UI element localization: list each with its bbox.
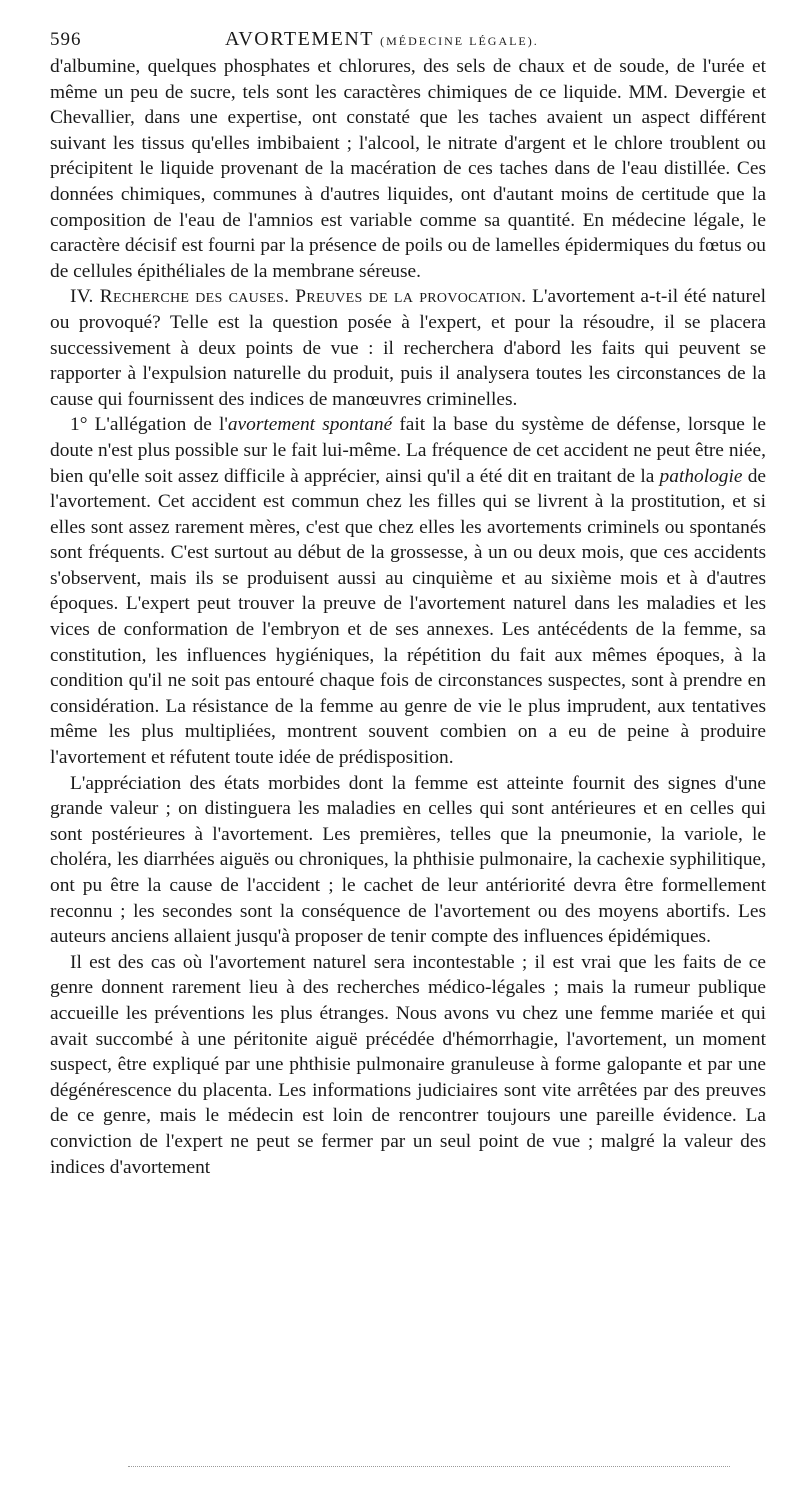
running-title-sub: (MÉDECINE LÉGALE). xyxy=(380,34,539,48)
paragraph-morbid-states xyxy=(50,771,766,950)
paragraph-section-iv xyxy=(50,284,766,412)
running-title-main: AVORTEMENT xyxy=(225,28,374,50)
section-heading: IV. Recherche des causes. Preuves de la provocation. xyxy=(70,286,527,308)
emphasis-term: avortement spontané xyxy=(227,414,393,436)
paragraph-text: de l'avortement. Cet accident est commun chez les filles qui se livrent à la prostitution, et si elles sont assez rarement mères, c'est que chez elles les avortements criminels ou spontanés sont fréquents. C'est surtout au début de la grossesse, à un ou deux mois, que ces accidents s'observent, mais ils se produisent aussi au cinquième et au sixième mois et à d'autres époques. L'expert peut trouver la preuve de l'avortement naturel dans les maladies et les vices de conformation de l'embryon et de ses annexes. Les antécédents de la femme, sa constitution, les influences hygiéniques, la répétition du fait aux mêmes époques, à la condition qu'il ne soit pas entouré chaque fois de circonstances suspectes, sont à prendre en considération. La résistance de la femme au genre de vie le plus imprudent, aux tentatives même les plus multipliées, montrent souvent combien on a eu de peine à produire l'avortement et réfutent toute idée de prédisposition. xyxy=(50,465,766,769)
running-title xyxy=(225,28,539,51)
paragraph-text: Il est des cas où l'avortement naturel sera incontestable ; il est vrai que les faits de ce genre donnent rarement lieu à des recherches médico-légales ; mais la rumeur publique accueille les préventions les plus étranges. Nous avons vu chez une femme mariée et qui avait succombé à une péritonite aiguë précédée d'hémorrhagie, l'avortement, un moment suspect, être expliqué par une phthisie pulmonaire granuleuse à forme galopante et par une dégénérescence du placenta. Les informations judiciaires sont vite arrêtées par des preuves de ce genre, mais le médecin est loin de rencontrer toujours une pareille évidence. La conviction de l'expert ne peut se fermer par un seul point de vue ; malgré la valeur des indices d'avortement xyxy=(50,951,766,1178)
body-text xyxy=(50,54,766,1180)
paragraph-text: d'albumine, quelques phosphates et chlorures, des sels de chaux et de soude, de l'urée et même un peu de sucre, tels sont les caractères chimiques de ce liquide. MM. Devergie et Chevallier, dans une expertise, ont constaté que les taches avaient un aspect différent suivant les tissus qu'elles imbibaient ; l'alcool, le nitrate d'argent et le chlore troublent ou précipitent le liquide provenant de la macération de ces taches dans de l'eau distillée. Ces données chimiques, communes à d'autres liquides, ont d'autant moins de certitude que la composition de l'eau de l'amnios est variable comme sa quantité. En médecine légale, le caractère décisif est fourni par la présence de poils ou de lamelles épidermiques du fœtus ou de cellules épithéliales de la membrane séreuse. xyxy=(50,56,766,282)
emphasis-term: pathologie xyxy=(659,465,743,487)
paragraph-text: fait la base du système de défense, lorsque le doute n'est plus possible sur le fait lui-même. La fréquence de cet accident ne peut être niée, bien qu'elle soit assez difficile à apprécier, ainsi qu'il a été dit en traitant de la xyxy=(50,414,767,487)
paragraph-text: 1° L'allégation de l' xyxy=(70,414,228,436)
paragraph-continuation xyxy=(50,54,766,284)
bottom-rule xyxy=(128,1466,730,1467)
paragraph-text: L'appréciation des états morbides dont la femme est atteinte fournit des signes d'une grande valeur ; on distinguera les maladies en celles qui sont antérieures et en celles qui sont postérieures à l'avortement. Les premières, telles que la pneumonie, la variole, le choléra, les diarrhées aiguës ou chroniques, la phthisie pulmonaire, la cachexie syphilitique, ont pu être la cause de l'accident ; le cachet de leur antériorité devra être formellement reconnu ; les secondes sont la conséquence de l'avortement ou des moyens abortifs. Les auteurs anciens allaient jusqu'à proposer de tenir compte des influences épidémiques. xyxy=(50,772,766,948)
running-head xyxy=(50,28,766,54)
paragraph-text: L'avortement a-t-il été naturel ou provoqué? Telle est la question posée à l'expert, et pour la résoudre, il se placera successivement à deux points de vue : il recherchera d'abord les faits qui peuvent se rapporter à l'expulsion naturelle du produit, puis il analysera toutes les circonstances de la cause qui fournissent des indices de manœuvres criminelles. xyxy=(50,286,766,410)
paragraph-natural-cases xyxy=(50,950,766,1180)
page-number: 596 xyxy=(50,29,82,50)
paragraph-spontaneous-abortion xyxy=(50,412,766,770)
